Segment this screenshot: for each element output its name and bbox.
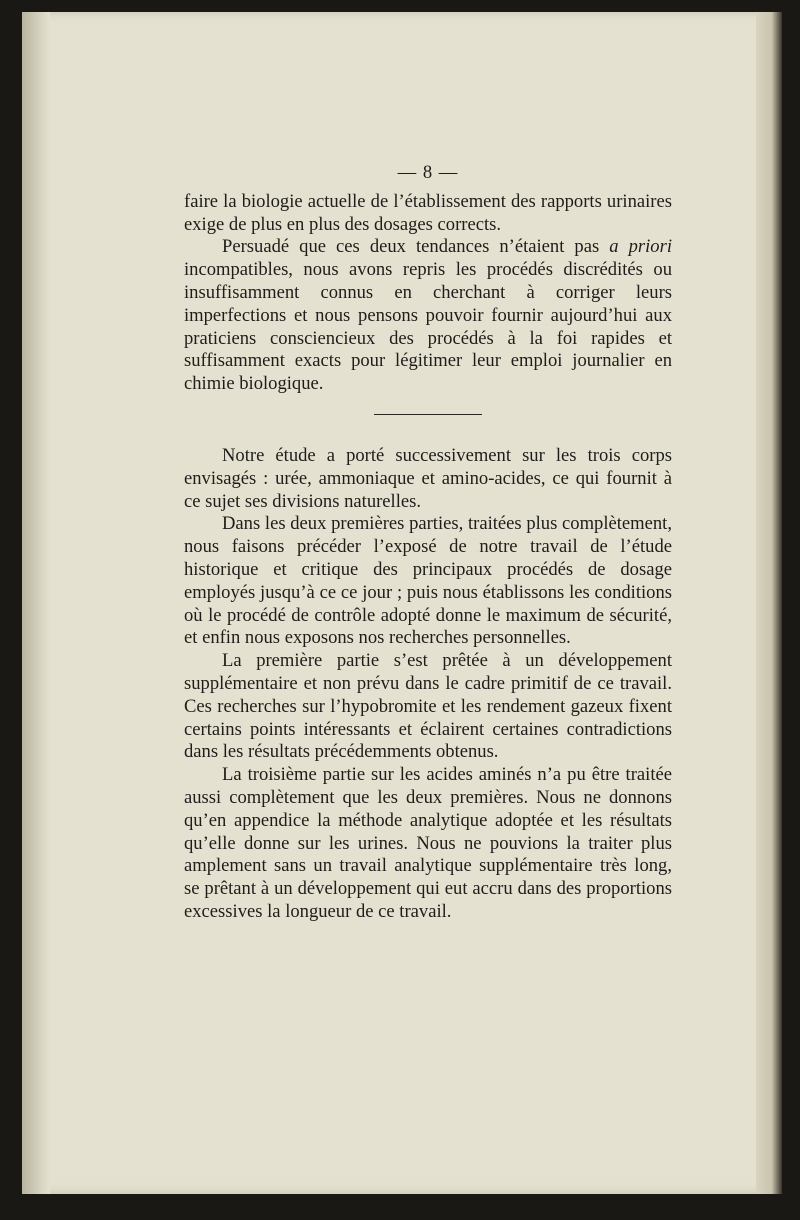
page-text (184, 162, 672, 924)
paragraph-persuade (184, 236, 672, 396)
page-number: — 8 — (397, 162, 459, 183)
paragraph-continuation: faire la biologie actuelle de l’établissement des rapports urinaires exige de plus en plus des dosages corrects. (184, 190, 672, 235)
page-fore-edge (756, 12, 782, 1194)
paragraph-persuade-after: incompatibles, nous avons repris les procédés discrédités ou insuffisamment connus en cherchant à corriger leurs imperfections et nous pensons pouvoir fournir aujourd’hui aux praticiens consciencieux des procédés à la foi rapides et suffisamment exacts pour légitimer leur emploi journalier en chimie biologique. (184, 259, 672, 395)
page-binding-edge (22, 12, 50, 1194)
paragraph-third-part: La troisième partie sur les acides aminés n’a pu être traitée aussi complètement que les deux premières. Nous ne donnons qu’en appendice la méthode analytique adoptée et les résultats qu’elle donne sur les urines. Nous ne pouvions la traiter plus amplement sans un travail analytique supplémentaire très long, se prêtant à un développement qui eut accru dans des proportions excessives la longueur de ce travail. (184, 764, 672, 922)
paragraph-first-part: La première partie s’est prêtée à un développement supplémentaire et non prévu dans le cadre primitif de ce travail. Ces recherches sur l’hypobromite et les rendement gazeux fixent certains points intéressants et éclairent certaines contradictions dans les résultats précédemments obtenus. (184, 650, 672, 763)
section-divider (374, 414, 482, 415)
paragraph-study: Notre étude a porté successivement sur les trois corps envisagés : urée, ammoniaque et amino-acides, ce qui fournit à ce sujet ses divisions naturelles. (184, 444, 672, 512)
paragraph-first-parts: Dans les deux premières parties, traitées plus complètement, nous faisons précéder l’exposé de notre travail de l’étude historique et critique des principaux procédés de dosage employés jusqu’à ce ce jour ; puis nous établissons les conditions où le procédé de contrôle adopté donne le maximum de sécurité, et enfin nous exposons nos recherches personnelles. (184, 513, 672, 649)
paragraph-persuade-before: Persuadé que ces deux tendances n’étaient pas (222, 236, 610, 258)
book-page (22, 12, 782, 1194)
italic-a-priori: a priori (609, 236, 672, 258)
